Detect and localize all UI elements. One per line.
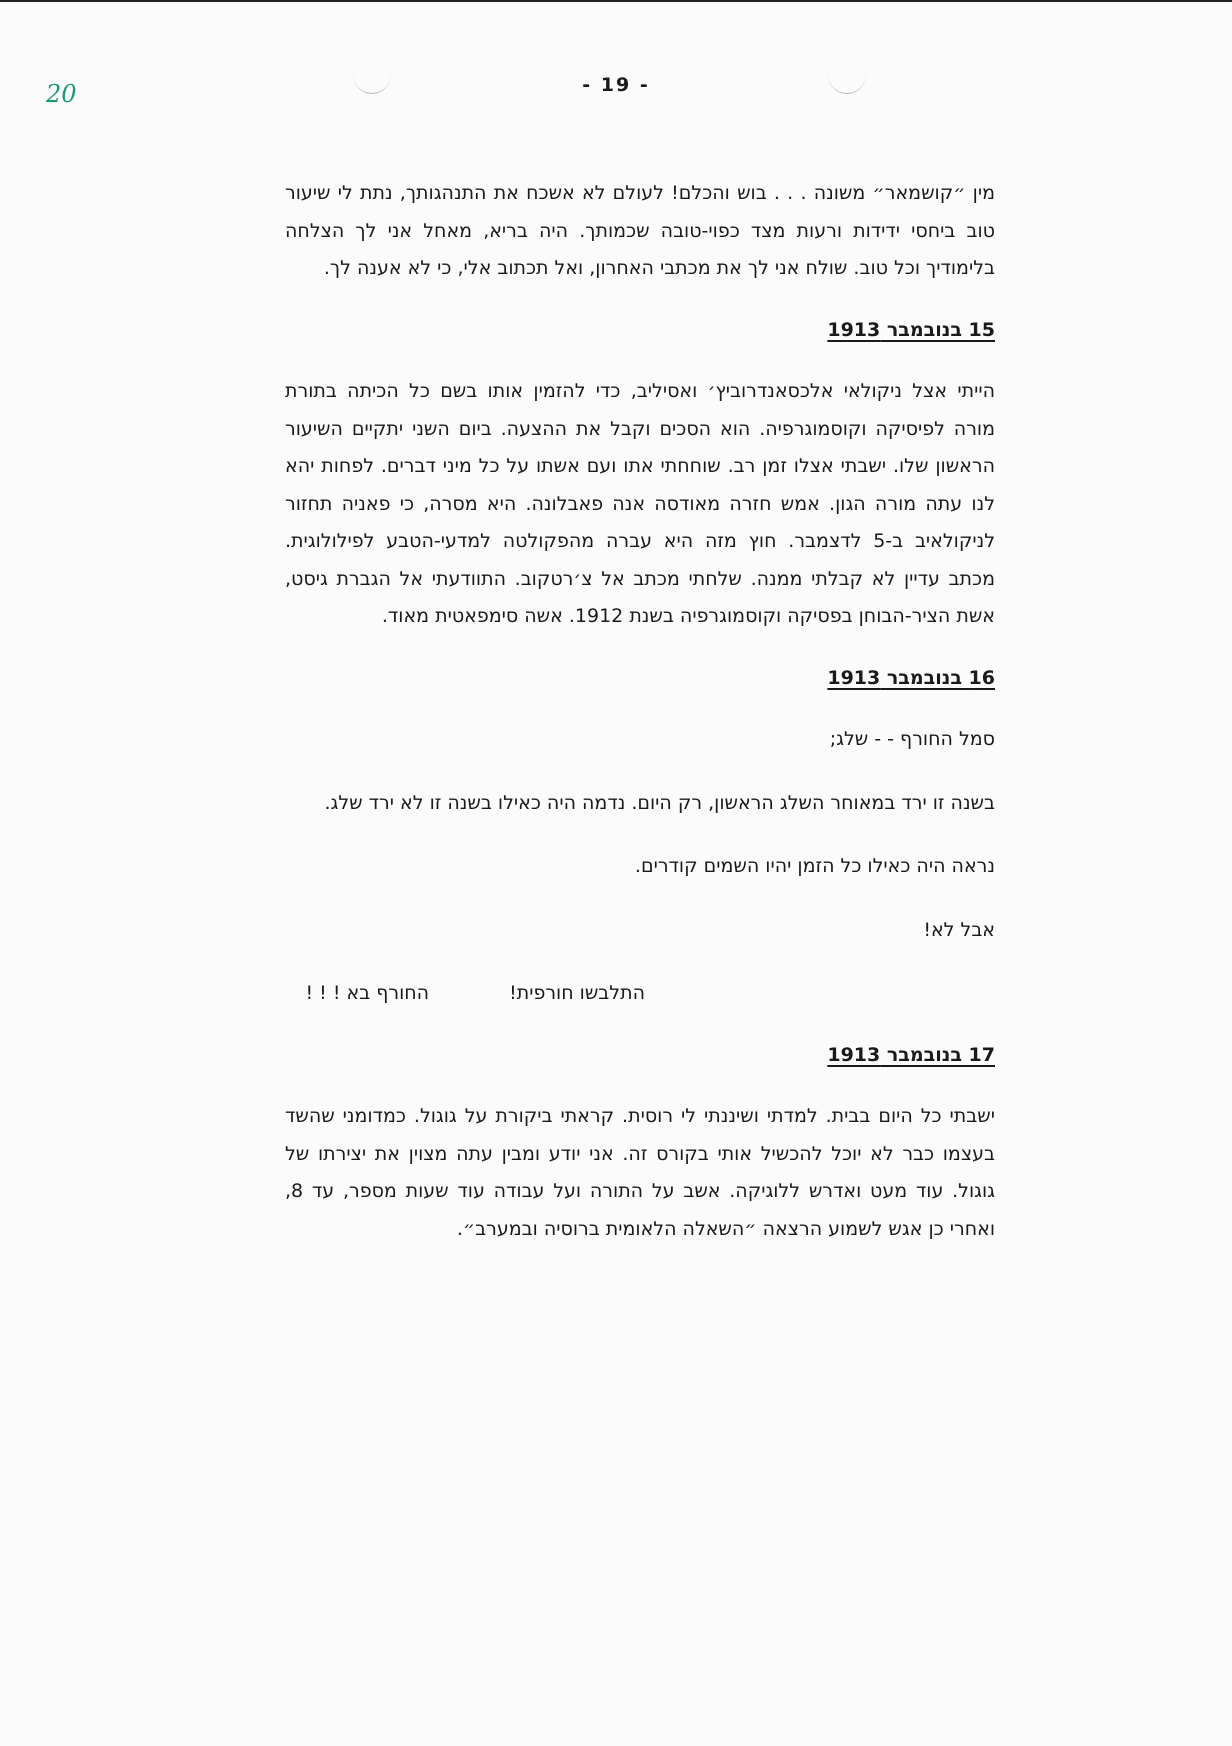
handwritten-page-number: 20	[46, 80, 77, 108]
intro-paragraph: מין ״קושמאר״ משונה . . . בוש והכלם! לעולם לא אשכח את התנהגותך, נתת לי שיעור טוב ביחסי ידידות ורעות מצד כפוי-טובה שכמותך. היה בריא, מאחל אני לך הצלחה בלימודיך וכל טוב. שולח אני לך את מכתבי האחרון, ואל תכתוב אלי, כי לא אענה לך.	[285, 182, 995, 279]
date-heading-nov15: 15 בנובמבר 1913	[827, 318, 995, 341]
spacer	[285, 288, 995, 312]
gloomy-sky-line: נראה היה כאילו כל הזמן יהיו השמים קודרים.	[634, 855, 995, 877]
entry-nov15	[285, 312, 995, 636]
paragraph-nov17: ישבתי כל היום בבית. למדתי ושיננתי לי רוסית. קראתי ביקורת על גוגול. כמדומני שהשד בעצמו כבר לא יוכל להכשיל אותי בקורס זה. אני יודע ומבין עתה מצוין את יצירתו של גוגול. עוד מעט ואדרש ללוגיקה. אשב על התורה ועל עבודה עוד שעות מספר, עד 8, ואחרי כן אגש לשמוע הרצאה ״השאלה הלאומית ברוסיה ובמערב״.	[285, 1105, 995, 1240]
scan-edge	[0, 0, 1232, 2]
winter-coming-text: החורף בא ! ! !	[305, 982, 430, 1004]
spacer	[285, 636, 995, 660]
spacer	[285, 759, 995, 785]
spacer	[285, 1074, 995, 1098]
but-no-line: אבל לא!	[923, 918, 995, 941]
winter-symbol-line: סמל החורף - - שלג;	[829, 728, 995, 750]
winter-shout-row	[285, 975, 995, 1013]
date-heading-nov16: 16 בנובמבר 1913	[827, 666, 995, 689]
diary-content	[285, 175, 995, 1248]
spacer	[285, 349, 995, 373]
entry-nov17	[285, 1037, 995, 1249]
dress-warmly-text: התלבשו חורפית!	[509, 982, 645, 1004]
page-number: - 19 -	[582, 74, 650, 96]
spacer	[285, 697, 995, 721]
spacer	[285, 822, 995, 848]
spacer	[285, 949, 995, 975]
entry-nov16	[285, 660, 995, 1013]
spacer	[285, 1013, 995, 1037]
first-snow-paragraph: בשנה זו ירד במאוחר השלג הראשון, רק היום. נדמה היה כאילו בשנה זו לא ירד שלג.	[324, 791, 995, 814]
paragraph-nov15: הייתי אצל ניקולאי אלכסאנדרוביץ׳ ואסיליב, כדי להזמין אותו בשם כל הכיתה בתורת מורה לפיסיקה וקוסמוגרפיה. הוא הסכים וקבל את ההצעה. ביום השני יתקיים השיעור הראשון שלו. ישבתי אצלו זמן רב. שוחחתי אתו ועם אשתו על כל מיני דברים. לפחות יהא לנו עתה מורה הגון. אמש חזרה מאודסה אנה פאבלונה. היא מסרה, כי פאניה תחזור לניקולאיב ב-5 לדצמבר. חוץ מזה היא עברה מהפקולטה למדעי-הטבע לפילולוגית. מכתב עדיין לא קבלתי ממנה. שלחתי מכתב אל צ׳רטקוב. התוודעתי אל הגברת גיסט, אשת הציר-הבוחן בפסיקה וקוסמוגרפיה בשנת 1912. אשה סימפאטית מאוד.	[285, 380, 995, 627]
date-heading-nov17: 17 בנובמבר 1913	[827, 1043, 995, 1066]
spacer	[285, 886, 995, 912]
